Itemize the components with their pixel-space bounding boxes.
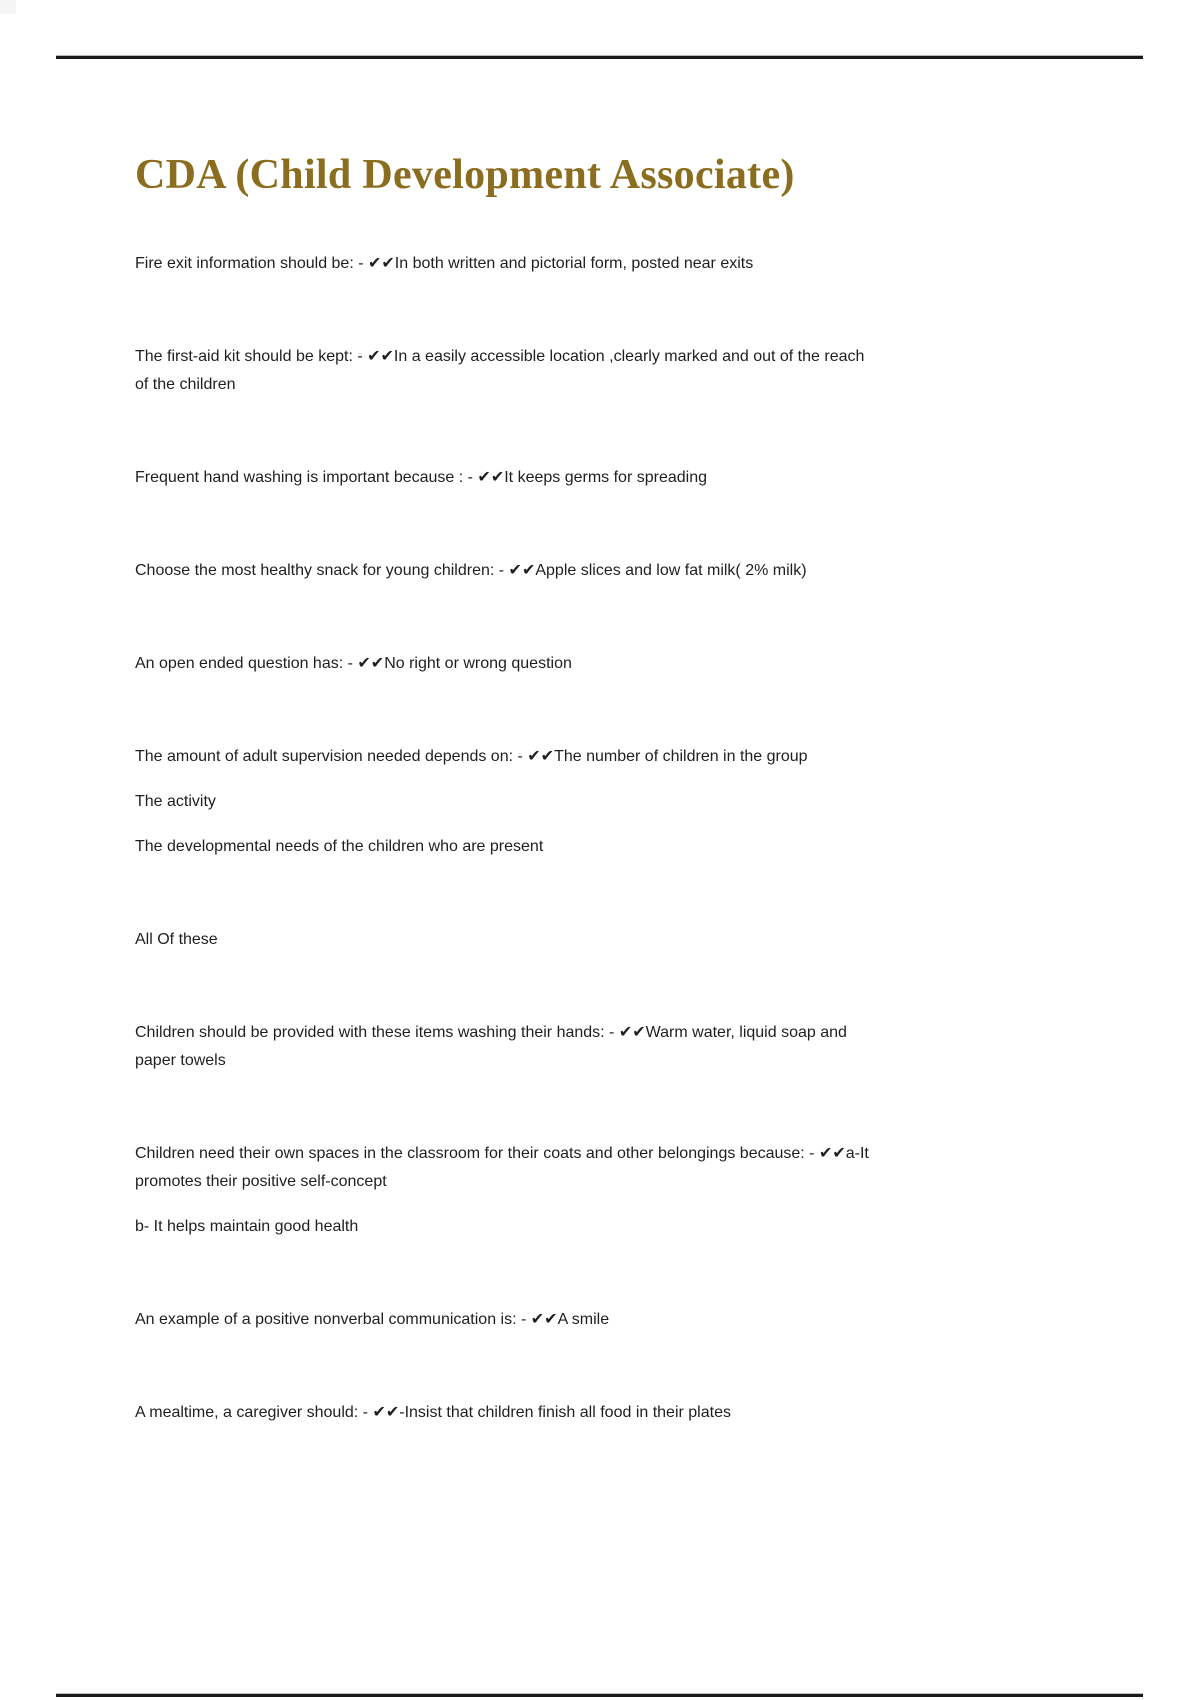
qa-text: The activity: [135, 793, 216, 810]
qa-text: b- It helps maintain good health: [135, 1218, 359, 1235]
qa-item-developmental-needs: [135, 833, 1075, 861]
qa-text: A mealtime, a caregiver should: - ✔✔-Insist that children finish all food in their plates: [135, 1404, 731, 1421]
qa-item-nonverbal-communication: [135, 1306, 1075, 1334]
qa-item-open-ended-question: [135, 650, 1075, 678]
qa-item-all-of-these: [135, 926, 1075, 954]
qa-text: The amount of adult supervision needed depends on: - ✔✔The number of children in the group: [135, 748, 808, 765]
qa-text: of the children: [135, 376, 236, 393]
qa-text: An open ended question has: - ✔✔No right or wrong question: [135, 655, 572, 672]
qa-text: The first-aid kit should be kept: - ✔✔In a easily accessible location ,clearly marked and out of the reach: [135, 348, 865, 365]
qa-item-healthy-snack: [135, 557, 1075, 585]
qa-item-first-aid-kit: [135, 343, 1075, 399]
document-body: [135, 150, 1075, 1492]
qa-text: Choose the most healthy snack for young children: - ✔✔Apple slices and low fat milk( 2% milk): [135, 562, 807, 579]
qa-item-adult-supervision: [135, 743, 1075, 771]
bottom-divider: [56, 1693, 1143, 1697]
qa-text: All Of these: [135, 931, 218, 948]
qa-text: paper towels: [135, 1052, 226, 1069]
qa-text: promotes their positive self-concept: [135, 1173, 387, 1190]
scan-artifact: [0, 0, 16, 14]
qa-text: The developmental needs of the children who are present: [135, 838, 544, 855]
qa-item-own-spaces: [135, 1140, 1075, 1196]
qa-item-the-activity: [135, 788, 1075, 816]
qa-item-hand-washing: [135, 464, 1075, 492]
qa-text: Children need their own spaces in the classroom for their coats and other belongings because: - ✔✔a-It: [135, 1145, 869, 1162]
qa-item-mealtime-caregiver: [135, 1399, 1075, 1427]
qa-text: Fire exit information should be: - ✔✔In both written and pictorial form, posted near exits: [135, 255, 754, 272]
qa-text: Frequent hand washing is important because : - ✔✔It keeps germs for spreading: [135, 469, 707, 486]
page-title: CDA (Child Development Associate): [135, 152, 795, 198]
qa-item-fire-exit: [135, 250, 1075, 278]
qa-text: Children should be provided with these items washing their hands: - ✔✔Warm water, liquid soap and: [135, 1024, 847, 1041]
top-divider: [56, 55, 1143, 59]
qa-text: An example of a positive nonverbal communication is: - ✔✔A smile: [135, 1311, 610, 1328]
qa-item-good-health: [135, 1213, 1075, 1241]
qa-item-washing-hands-items: [135, 1019, 1075, 1075]
